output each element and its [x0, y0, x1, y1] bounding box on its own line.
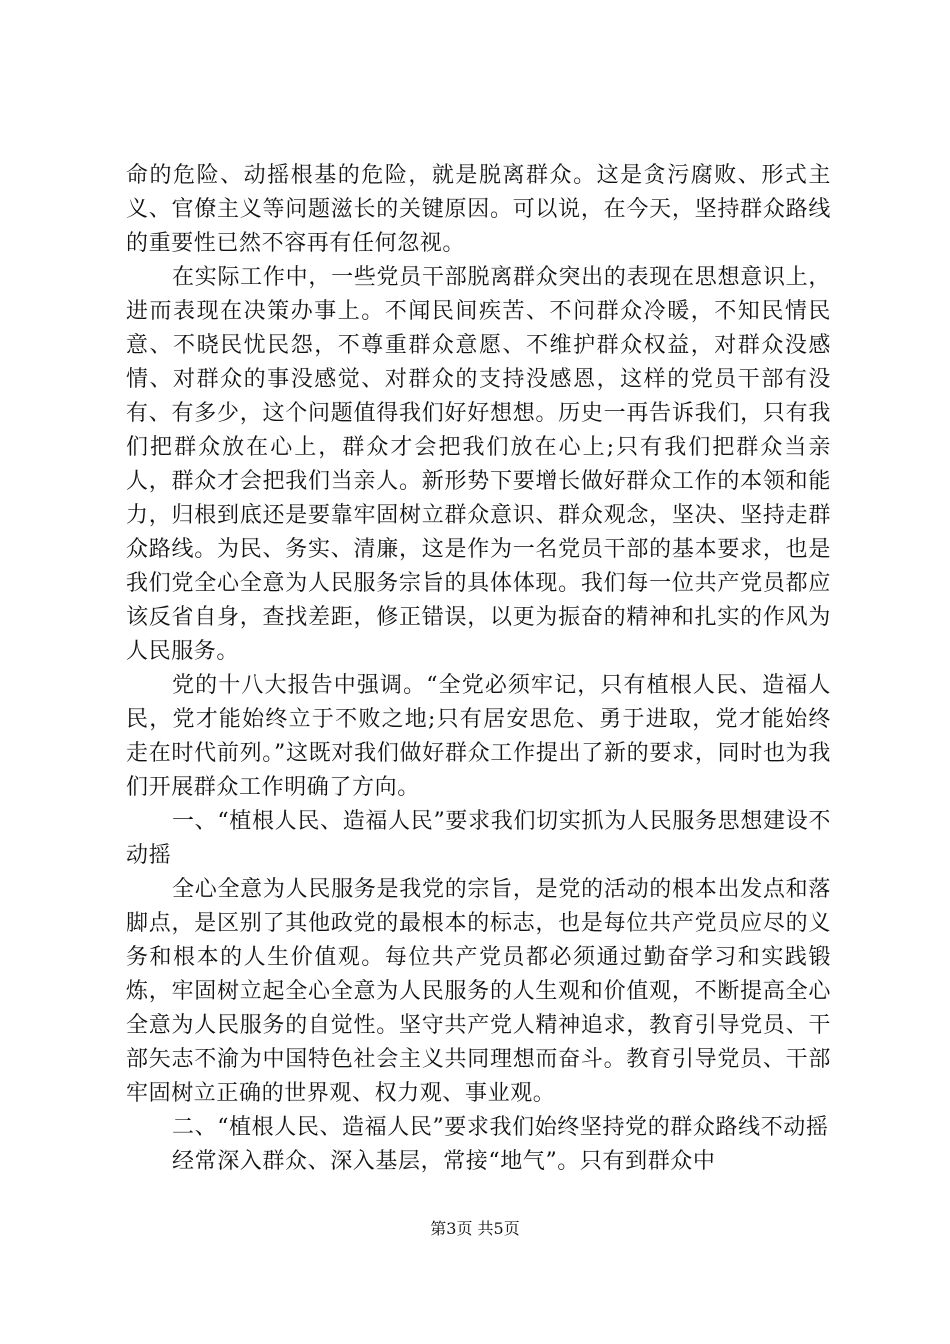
section-heading-2: 二、“植根人民、造福人民”要求我们始终坚持党的群众路线不动摇	[172, 1115, 829, 1140]
paragraph-1: 命的危险、动摇根基的危险，就是脱离群众。这是贪污腐败、形式主义、官僚主义等问题滋长的关键原因。可以说，在今天，坚持群众路线的重要性已然不容再有任何忽视。	[126, 163, 831, 256]
page-footer	[0, 1216, 950, 1239]
paragraph-3: 党的十八大报告中强调。“全党必须牢记，只有植根人民、造福人民，党才能始终立于不败之地;只有居安思危、勇于进取，党才能始终走在时代前列。”这既对我们做好群众工作提出了新的要求，同时也为我们开展群众工作明确了方向。	[126, 673, 831, 800]
paragraph-2: 在实际工作中，一些党员干部脱离群众突出的表现在思想意识上，进而表现在决策办事上。不闻民间疾苦、不问群众冷暖，不知民情民意、不晓民忧民怨，不尊重群众意愿、不维护群众权益，对群众没感情、对群众的事没感觉、对群众的支持没感恩，这样的党员干部有没有、有多少，这个问题值得我们好好想想。历史一再告诉我们，只有我们把群众放在心上，群众才会把我们放在心上;只有我们把群众当亲人，群众才会把我们当亲人。新形势下要增长做好群众工作的本领和能力，归根到底还是要靠牢固树立群众意识、群众观念，坚决、坚持走群众路线。为民、务实、清廉，这是作为一名党员干部的基本要求，也是我们党全心全意为人民服务宗旨的具体体现。我们每一位共产党员都应该反省自身，查找差距，修正错误，以更为振奋的精神和扎实的作风为人民服务。	[126, 265, 831, 664]
paragraph-5: 经常深入群众、深入基层，常接“地气”。只有到群众中	[172, 1149, 716, 1174]
section-heading-1: 一、“植根人民、造福人民”要求我们切实抓为人民服务思想建设不动摇	[126, 809, 831, 868]
paragraph-4: 全心全意为人民服务是我党的宗旨，是党的活动的根本出发点和落脚点，是区别了其他政党的最根本的标志，也是每位共产党员应尽的义务和根本的人生价值观。每位共产党员都必须通过勤奋学习和实践锻炼，牢固树立起全心全意为人民服务的人生观和价值观，不断提高全心全意为人民服务的自觉性。坚守共产党人精神追求，教育引导党员、干部矢志不渝为中国特色社会主义共同理想而奋斗。教育引导党员、干部牢固树立正确的世界观、权力观、事业观。	[126, 877, 831, 1106]
page-number-label: 第3页 共5页	[430, 1219, 520, 1238]
document-body	[126, 159, 831, 1179]
